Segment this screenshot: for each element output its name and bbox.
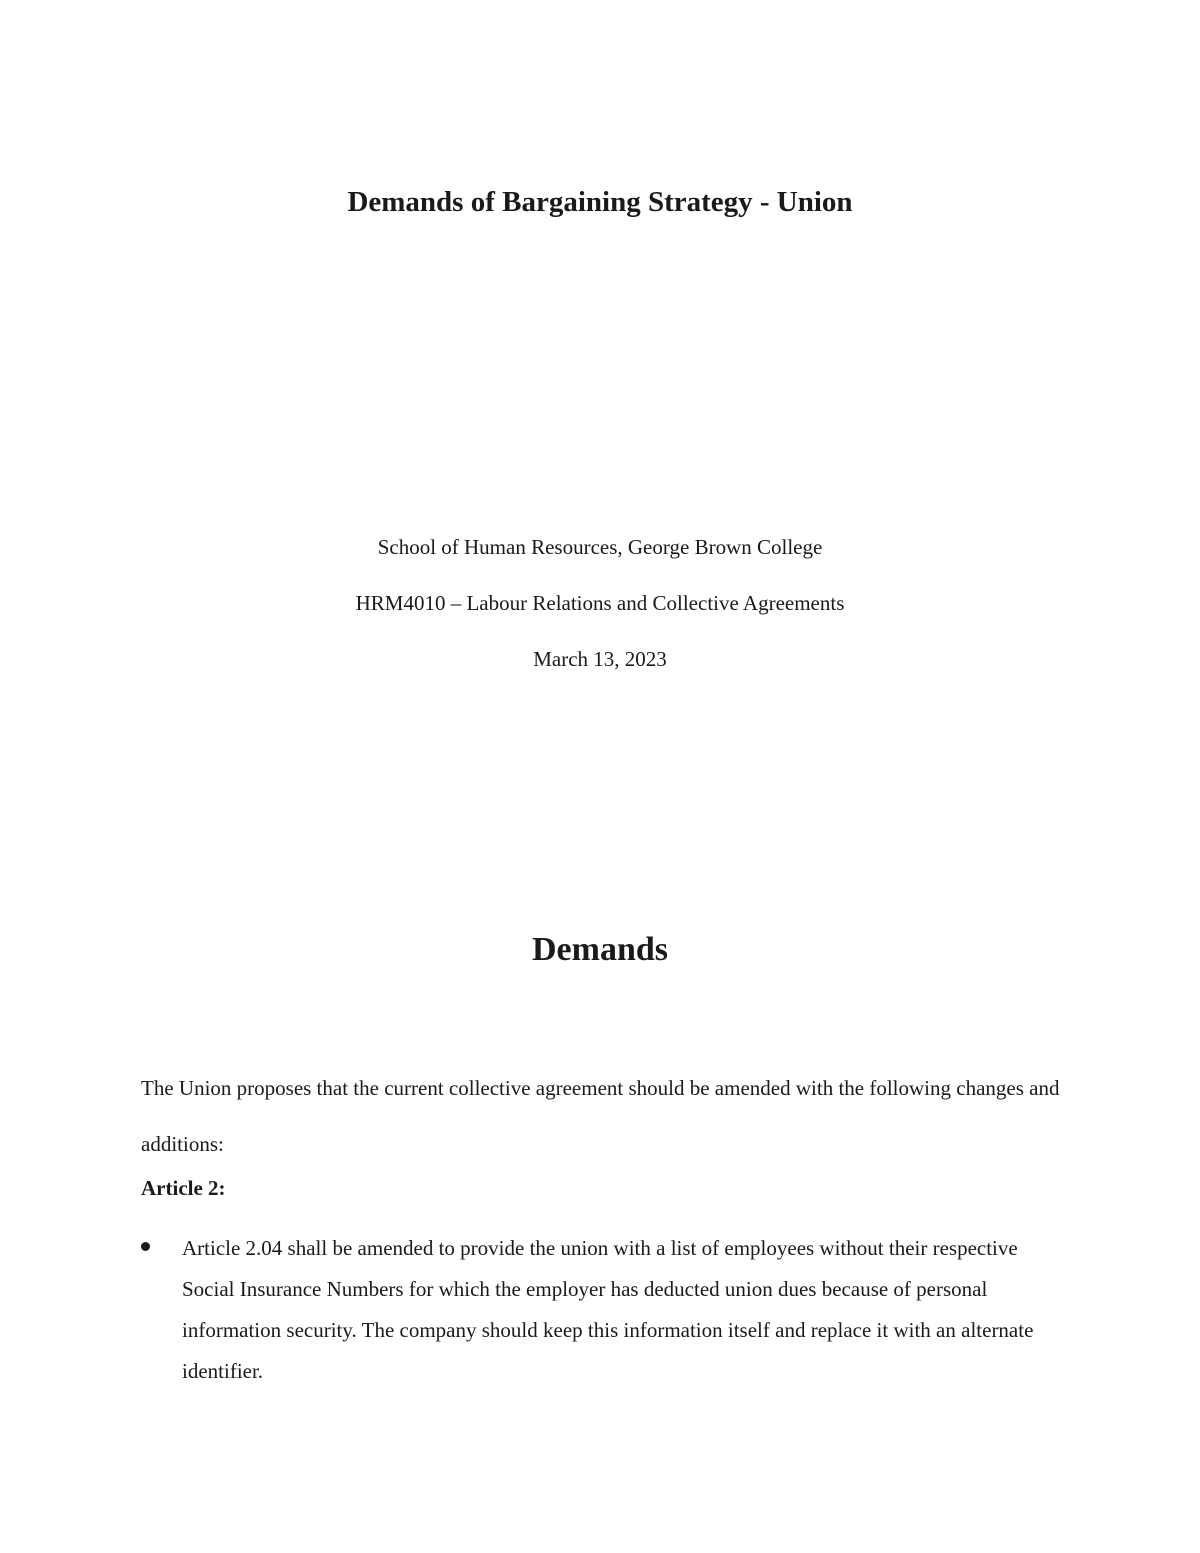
course-line: HRM4010 – Labour Relations and Collective Agreements <box>355 591 845 615</box>
bullet-icon <box>141 1242 150 1251</box>
article-heading: Article 2: <box>141 1176 226 1200</box>
intro-paragraph: The Union proposes that the current collective agreement should be amended with the following changes and additions: <box>141 1076 1060 1156</box>
article-bullet-list <box>141 1228 1041 1392</box>
school-line: School of Human Resources, George Brown College <box>377 535 823 559</box>
date-line: March 13, 2023 <box>533 647 667 671</box>
list-item-text: Article 2.04 shall be amended to provide the union with a list of employees without their respective Social Insurance Numbers for which the employer has deducted union dues because of personal information security. The company should keep this information itself and replace it with an alternate identifier. <box>182 1236 1034 1383</box>
section-heading-demands: Demands <box>531 931 669 968</box>
list-item <box>141 1228 1041 1392</box>
document-title: Demands of Bargaining Strategy - Union <box>347 186 853 218</box>
